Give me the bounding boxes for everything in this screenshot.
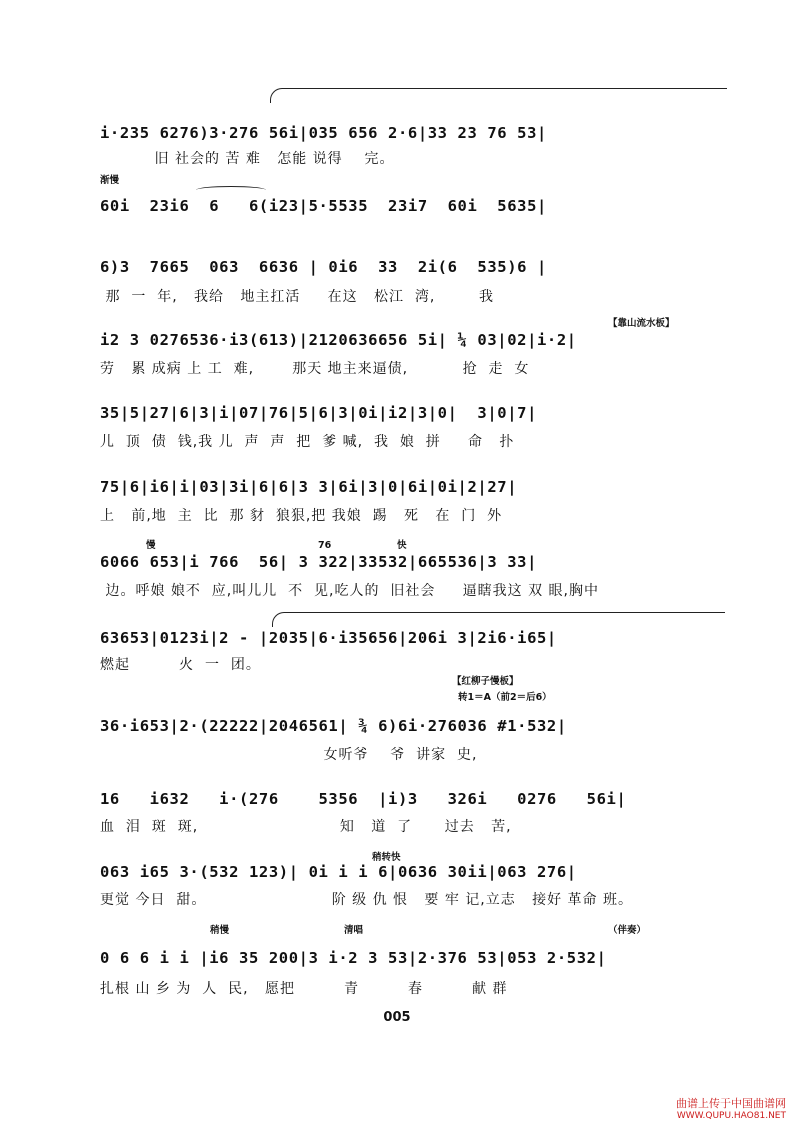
lyric-line-1: 旧 社会的 苦 难 怎能 说得 完。 — [100, 151, 395, 167]
notation-line-11: 063 i65 3·(532 123)| 0i i i 6|0636 30ii|063 276| — [100, 863, 577, 881]
notation-line-5: 35|5|27|6|3|i|07|76|5|6|3|0i|i2|3|0| 3|0|7| — [100, 404, 537, 422]
performance-mark-qingchang: 清唱 — [344, 925, 364, 936]
notation-line-1: i·235 6276)3·276 56i|035 656 2·6|33 23 76 53| — [100, 124, 547, 142]
phrase-slur — [272, 612, 725, 627]
tempo-mark-jianman: 渐慢 — [100, 175, 120, 186]
lyric-line-9: 女听爷 爷 讲家 史, — [100, 747, 478, 763]
watermark-line-2: WWW.QUPU.HAO81.NET — [676, 1111, 786, 1121]
lyric-line-7: 边。呼娘 娘不 应,叫儿儿 不 见,吃人的 旧社会 逼瞎我这 双 眼,胸中 — [100, 583, 600, 599]
lyric-line-3: 那 一 年, 我给 地主扛活 在这 松江 湾, 我 — [100, 289, 494, 305]
lyric-line-11: 更觉 今日 甜。 阶 级 仇 恨 要 牢 记,立志 接好 革命 班。 — [100, 892, 634, 908]
grace-mark-76: 76 — [318, 540, 332, 551]
notation-line-7: 6066 653|i 766 56| 3 322|33532|665536|3 33| — [100, 553, 537, 571]
slur — [196, 186, 266, 194]
site-watermark — [676, 1098, 786, 1122]
section-mark-kaoshan: 【靠山流水板】 — [608, 318, 675, 329]
notation-line-6: 75|6|i6|i|03|3i|6|6|3 3|6i|3|0|6i|0i|2|27| — [100, 478, 518, 496]
key-change-mark: 转1＝A（前2＝后6） — [458, 692, 552, 703]
phrase-slur — [270, 88, 727, 103]
tempo-mark-shaozhuankuai: 稍转快 — [372, 852, 401, 863]
section-mark-hongliuzi: 【红柳子慢板】 — [452, 676, 519, 687]
lyric-line-6: 上 前,地 主 比 那 豺 狼狠,把 我娘 踢 死 在 门 外 — [100, 508, 503, 524]
notation-line-12: 0 6 6 i i |i6 35 200|3 i·2 3 53|2·376 53|053 2·532| — [100, 949, 607, 967]
watermark-line-1: 曲谱上传于中国曲谱网 — [676, 1097, 786, 1110]
notation-line-2: 60i 23i6 6 6(i23|5·5535 23i7 60i 5635| — [100, 197, 547, 215]
notation-line-3: 6)3 7665 063 6636 | 0i6 33 2i(6 535)6 | — [100, 258, 547, 276]
lyric-line-8: 燃起 火 一 团。 — [100, 657, 261, 673]
tempo-mark-man: 慢 — [146, 540, 156, 551]
page-number: 005 — [383, 1010, 411, 1025]
lyric-line-5: 儿 顶 债 钱,我 儿 声 声 把 爹 喊, 我 娘 拼 命 扑 — [100, 434, 515, 450]
notation-line-9: 36·i653|2·(22222|2046561| ¾ 6)6i·276036 #1·532| — [100, 717, 567, 735]
notation-line-4: i2 3 0276536·i3(613)|2120636656 5i| ¼ 03|02|i·2| — [100, 331, 577, 349]
lyric-line-10: 血 泪 斑 斑, 知 道 了 过去 苦, — [100, 819, 512, 835]
lyric-line-12: 扎根 山 乡 为 人 民, 愿把 青 春 献 群 — [100, 981, 508, 997]
performance-mark-banzou: （伴奏） — [608, 925, 647, 936]
notation-line-10: 16 i632 i·(276 5356 |i)3 326i 0276 56i| — [100, 790, 627, 808]
lyric-line-4: 劳 累 成病 上 工 难, 那天 地主来逼债, 抢 走 女 — [100, 361, 530, 377]
tempo-mark-kuai: 快 — [397, 540, 407, 551]
notation-line-8: 63653|0123i|2 - |2035|6·i35656|206i 3|2i6·i65| — [100, 629, 557, 647]
tempo-mark-shaoman: 稍慢 — [210, 925, 230, 936]
